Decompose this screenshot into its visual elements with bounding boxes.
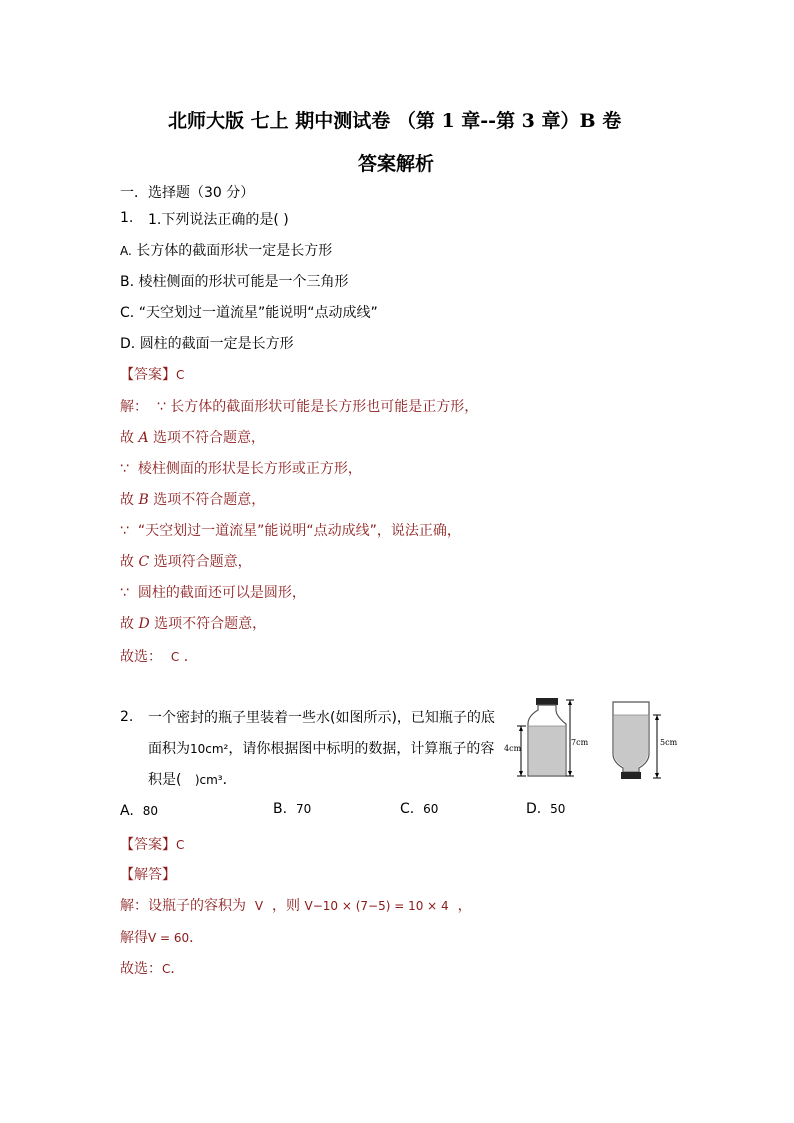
q1-solution-line-7: ∵ 圆柱的截面还可以是圆形， (120, 585, 306, 601)
question-2-stem-line-1: 一个密封的瓶子里装着一些水(如图所示)，已知瓶子的底 (148, 710, 495, 726)
q1-solution-line-8: 故 D 选项不符合题意， (120, 616, 267, 632)
bottle-cap (536, 698, 558, 705)
q2-final-choice: 故选：C． (120, 961, 185, 977)
bottle-inverted (613, 702, 649, 779)
q2-option-c: C. 60 (400, 801, 439, 817)
q1-solution-line-3: ∵ 棱柱侧面的形状是长方形或正方形， (120, 461, 362, 477)
q1-solution-line-5: ∵ “天空划过一道流星”能说明“点动成线”，说法正确， (120, 523, 461, 539)
water-fill (529, 726, 565, 776)
q1-solution-line-6: 故 C 选项符合题意， (120, 554, 252, 570)
q1-option-c: C. “天空划过一道流星”能说明“点动成线” (120, 305, 378, 321)
question-2-stem-line-3: 积是( )cm³． (148, 772, 237, 788)
q1-solution-line-4: 故 B 选项不符合题意， (120, 492, 266, 508)
q2-solution-line-2: 解得V = 60． (120, 930, 204, 946)
question-2-number: 2. (120, 709, 134, 725)
bottle-cap-inverted (621, 772, 641, 779)
q2-explain-tag: 【解答】 (120, 867, 176, 883)
question-2-stem-line-2: 面积为10cm²，请你根据图中标明的数据，计算瓶子的容 (148, 741, 495, 757)
question-1-stem: 1.下列说法正确的是( ) (148, 212, 289, 228)
q1-answer: 【答案】C (120, 367, 185, 383)
q1-option-a: A. 长方体的截面形状一定是长方形 (120, 243, 333, 259)
q2-option-d: D. 50 (526, 801, 566, 817)
q2-option-b: B. 70 (273, 801, 312, 817)
section-heading: 一．选择题（30 分） (120, 185, 255, 201)
label-7cm: 7cm (571, 738, 589, 747)
question-1-number: 1. (120, 210, 134, 226)
water-fill-inverted (614, 715, 648, 771)
q1-final-choice: 故选： C ． (120, 649, 198, 665)
bottle-upright (528, 698, 566, 776)
q1-solution-line-2: 故 A 选项不符合题意， (120, 430, 266, 446)
q2-option-a: A. 80 (120, 803, 158, 819)
q1-option-b: B. 棱柱侧面的形状可能是一个三角形 (120, 274, 349, 290)
q1-solution-line-1: 解： ∵ 长方体的截面形状可能是长方形也可能是正方形， (120, 399, 479, 415)
q1-option-d: D. 圆柱的截面一定是长方形 (120, 336, 294, 352)
q2-answer: 【答案】C (120, 837, 185, 853)
label-4cm: 4cm (504, 744, 522, 753)
label-5cm: 5cm (660, 738, 678, 747)
document-subtitle: 答案解析 (358, 153, 435, 175)
document-title: 北师大版 七上 期中测试卷 （第 1 章--第 3 章）B 卷 (168, 110, 622, 132)
q2-solution-line-1: 解：设瓶子的容积为 V ，则 V−10 × (7−5) = 10 × 4 ， (120, 898, 472, 914)
